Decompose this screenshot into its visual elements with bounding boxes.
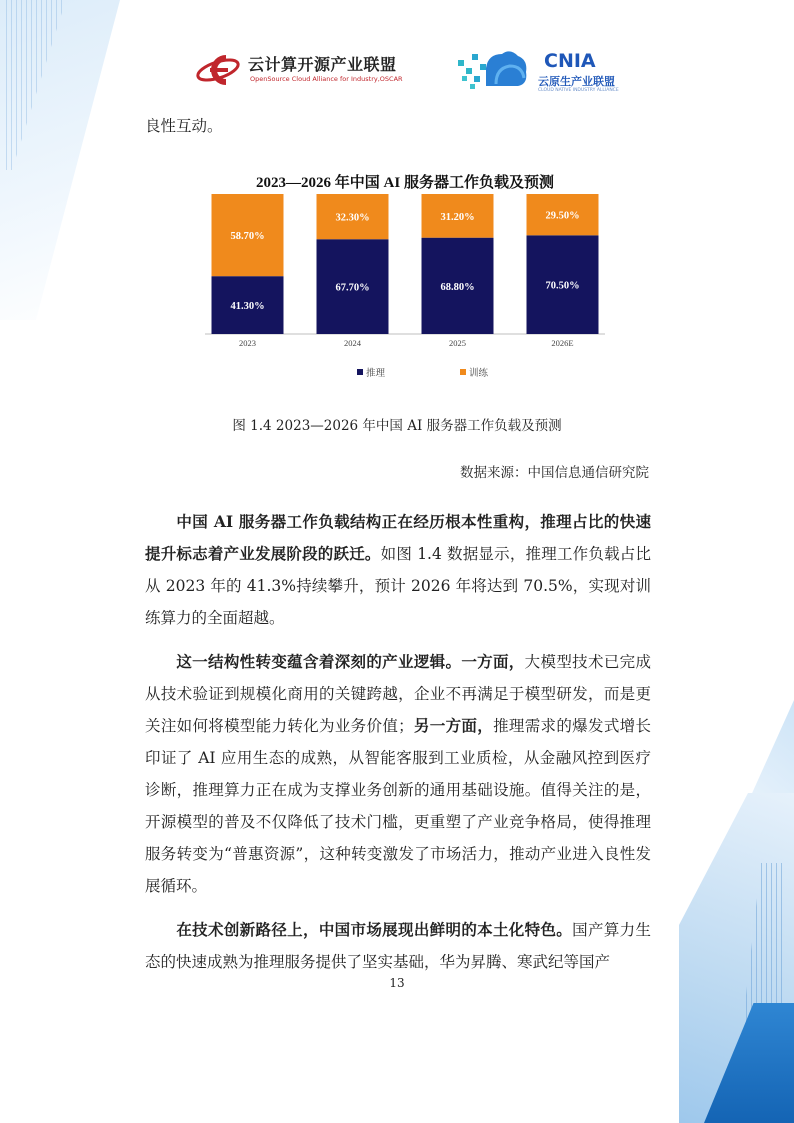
paragraph-3-body: 国产算力生态的快速成熟为推理服务提供了坚实基础，华为昇腾、寒武纪等国产 <box>145 921 651 971</box>
previous-paragraph-tail: 良性互动。 <box>145 117 223 135</box>
paragraph-2-body-2: 推理需求的爆发式增长印证了 AI 应用生态的成熟，从智能客服到工业质检，从金融风控到医疗诊断，推理算力正在成为支撑业务创新的通用基础设施。值得关注的是，开源模型的普及不仅降低了技术门槛，更重塑了产业竞争格局，使得推理服务转变为“普惠资源”，这种转变激发了市场活力，推动产业进入良性发展循环。 <box>145 717 651 895</box>
x-tick-label-2024: 2024 <box>344 338 361 348</box>
paragraph-1-body: 如图 1.4 数据显示，推理工作负载占比从 2023 年的 41.3%持续攀升，预计 2026 年将达到 70.5%，实现对训练算力的全面超越。 <box>145 545 651 627</box>
data-label-training-2026e: 29.50% <box>545 210 580 222</box>
data-label-training-2025: 31.20% <box>440 211 475 223</box>
workload-chart <box>195 168 615 398</box>
paragraph-3 <box>145 914 651 978</box>
paragraph-2-lead: 这一结构性转变蕴含着深刻的产业逻辑。一方面， <box>176 652 525 671</box>
cnia-logo-subtitle: CLOUD NATIVE INDUSTRY ALLIANCE <box>538 88 619 93</box>
paragraph-1-lead: 中国 AI 服务器工作负载结构正在经历根本性重构，推理占比的快速提升标志着产业发展阶段的跃迁。 <box>145 512 651 563</box>
figure-caption: 图 1.4 2023—2026 年中国 AI 服务器工作负载及预测 <box>232 418 562 434</box>
data-label-inference-2025: 68.80% <box>440 281 475 293</box>
data-source: 数据来源：中国信息通信研究院 <box>460 465 649 481</box>
oscar-logo <box>196 48 406 92</box>
data-label-training-2023: 58.70% <box>230 231 265 243</box>
cnia-logo-abbr: CNIA <box>544 50 596 72</box>
side-decoration-right <box>704 700 794 900</box>
x-tick-label-2023: 2023 <box>239 338 256 348</box>
chart-title: 2023—2026 年中国 AI 服务器工作负载及预测 <box>256 175 554 191</box>
cnia-logo-name: 云原生产业联盟 <box>538 75 615 88</box>
cnia-logo <box>458 44 628 96</box>
data-label-inference-2023: 41.30% <box>230 301 265 313</box>
stripe-decoration-bottom-right <box>736 863 786 1083</box>
oscar-logo-icon <box>196 50 244 88</box>
oscar-logo-subtitle: OpenSource Cloud Alliance for Industry,OSCAR <box>250 75 403 83</box>
oscar-logo-name: 云计算开源产业联盟 <box>248 55 397 74</box>
chart-svg <box>195 168 615 398</box>
corner-decoration-bottom-right <box>679 793 794 1123</box>
legend-label-training: 训练 <box>469 368 489 379</box>
paragraph-2 <box>145 646 651 902</box>
legend-swatch-training <box>460 369 466 375</box>
page-header <box>0 44 794 100</box>
data-label-training-2024: 32.30% <box>335 212 370 224</box>
x-tick-label-2026e: 2026E <box>551 338 574 348</box>
page-number: 13 <box>389 976 405 990</box>
paragraph-3-lead: 在技术创新路径上，中国市场展现出鲜明的本土化特色。 <box>176 920 573 939</box>
paragraph-2-body-1: 大模型技术已完成从技术验证到规模化商用的关键跨越，企业不再满足于模型研发，而是更关注如何将模型能力转化为业务价值； <box>145 653 651 735</box>
accent-block-bottom-right <box>704 1003 794 1123</box>
paragraph-1 <box>145 506 651 634</box>
paragraph-2-lead-2: 另一方面， <box>413 716 494 735</box>
cnia-logo-icon <box>458 46 528 94</box>
x-tick-label-2025: 2025 <box>449 338 466 348</box>
legend-swatch-inference <box>357 369 363 375</box>
data-label-inference-2026e: 70.50% <box>545 280 580 292</box>
legend-label-inference: 推理 <box>366 368 386 379</box>
data-label-inference-2024: 67.70% <box>335 282 370 294</box>
